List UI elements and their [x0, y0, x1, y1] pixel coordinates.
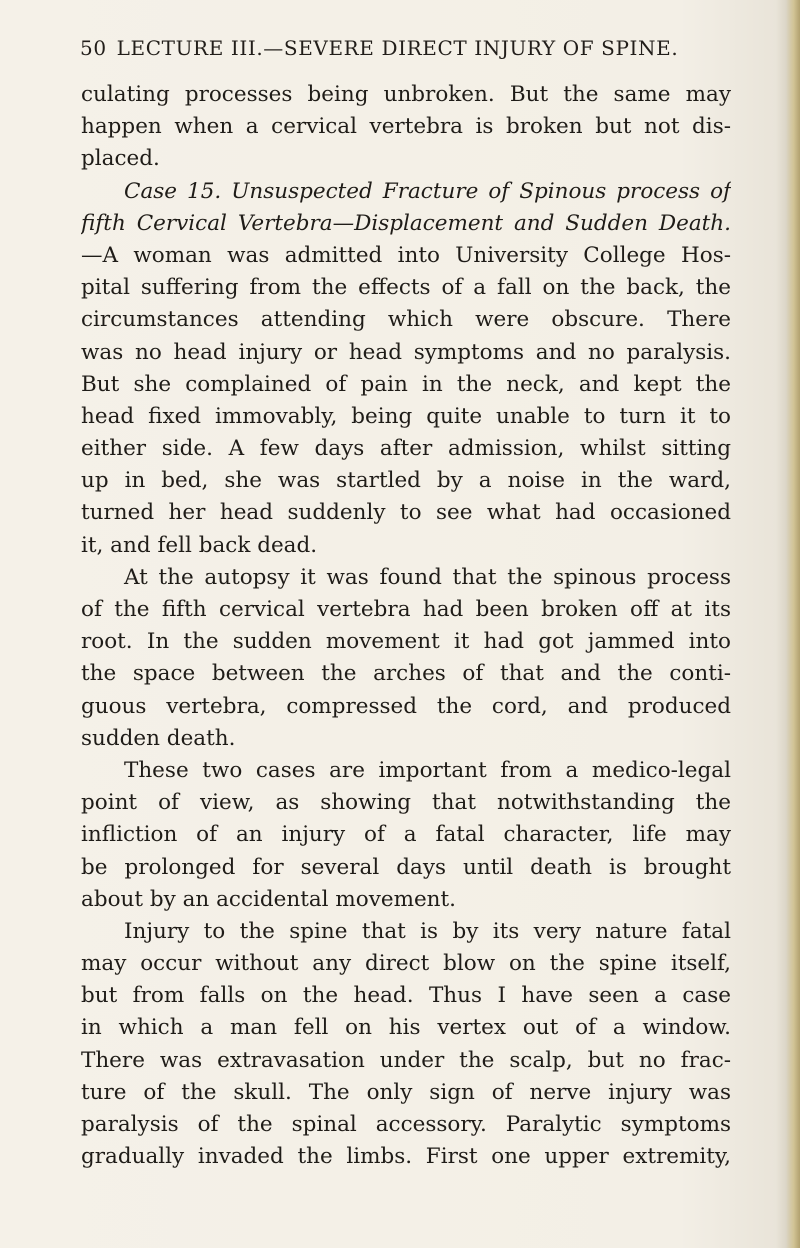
- text-line: But she complained of pain in the neck, and kept the: [81, 371, 731, 397]
- text-line: infliction of an injury of a fatal character, life may: [81, 822, 731, 848]
- page-number: 50: [80, 36, 107, 60]
- text-line: culating processes being unbroken. But the same may: [81, 82, 731, 107]
- text-line: pital suffering from the effects of a fall on the back, the: [81, 275, 731, 301]
- text-line: placed.: [81, 146, 160, 172]
- text-line: Injury to the spine that is by its very nature fatal: [124, 918, 731, 944]
- text-line: There was extravasation under the scalp, but no frac-: [81, 1047, 731, 1073]
- text-line: was no head injury or head symptoms and no paralysis.: [81, 339, 731, 365]
- page-edge: [786, 0, 800, 1248]
- running-head: [80, 36, 730, 68]
- case-title-line: fifth Cervical Vertebra—Displacement and Sudden Death.: [81, 210, 731, 236]
- text-line: turned her head suddenly to see what had occasioned: [81, 500, 731, 526]
- case-title-part: Unsuspected Fracture of Spinous process of: [231, 178, 731, 204]
- text-line: guous vertebra, compressed the cord, and produced: [81, 693, 731, 719]
- text-line: At the autopsy it was found that the spinous process: [124, 564, 731, 590]
- text-line: sudden death.: [81, 725, 236, 751]
- body-text: [81, 79, 731, 1173]
- text-line: ture of the skull. The only sign of nerve injury was: [81, 1079, 731, 1105]
- running-title: LECTURE III.—SEVERE DIRECT INJURY OF SPINE.: [116, 36, 679, 60]
- case-label: Case 15.: [124, 178, 222, 204]
- text-line: gradually invaded the limbs. First one upper extremity,: [81, 1144, 731, 1170]
- text-line: in which a man fell on his vertex out of a window.: [81, 1015, 731, 1041]
- text-line: either side. A few days after admission, whilst sitting: [81, 436, 731, 462]
- text-line: be prolonged for several days until death is brought: [81, 854, 731, 880]
- text-line: up in bed, she was startled by a noise in the ward,: [81, 468, 731, 494]
- text-line: but from falls on the head. Thus I have seen a case: [81, 983, 731, 1009]
- text-line: happen when a cervical vertebra is broken but not dis-: [81, 114, 731, 140]
- text-line: These two cases are important from a medico-legal: [124, 757, 731, 783]
- text-line: —A woman was admitted into University College Hos-: [81, 242, 731, 268]
- text-line: the space between the arches of that and the conti-: [81, 661, 731, 687]
- text-line: head fixed immovably, being quite unable to turn it to: [81, 403, 731, 429]
- text-line: may occur without any direct blow on the spine itself,: [81, 951, 731, 977]
- text-line: of the fifth cervical vertebra had been broken off at its: [81, 597, 731, 622]
- text-line: circumstances attending which were obscure. There: [81, 307, 731, 333]
- text-line: about by an accidental movement.: [81, 886, 457, 912]
- case-heading-line: [81, 176, 731, 208]
- text-line: it, and fell back dead.: [81, 532, 318, 558]
- text-line: root. In the sudden movement it had got jammed into: [81, 629, 731, 655]
- text-line: point of view, as showing that notwithstanding the: [81, 790, 731, 816]
- text-line: paralysis of the spinal accessory. Paralytic symptoms: [81, 1112, 731, 1137]
